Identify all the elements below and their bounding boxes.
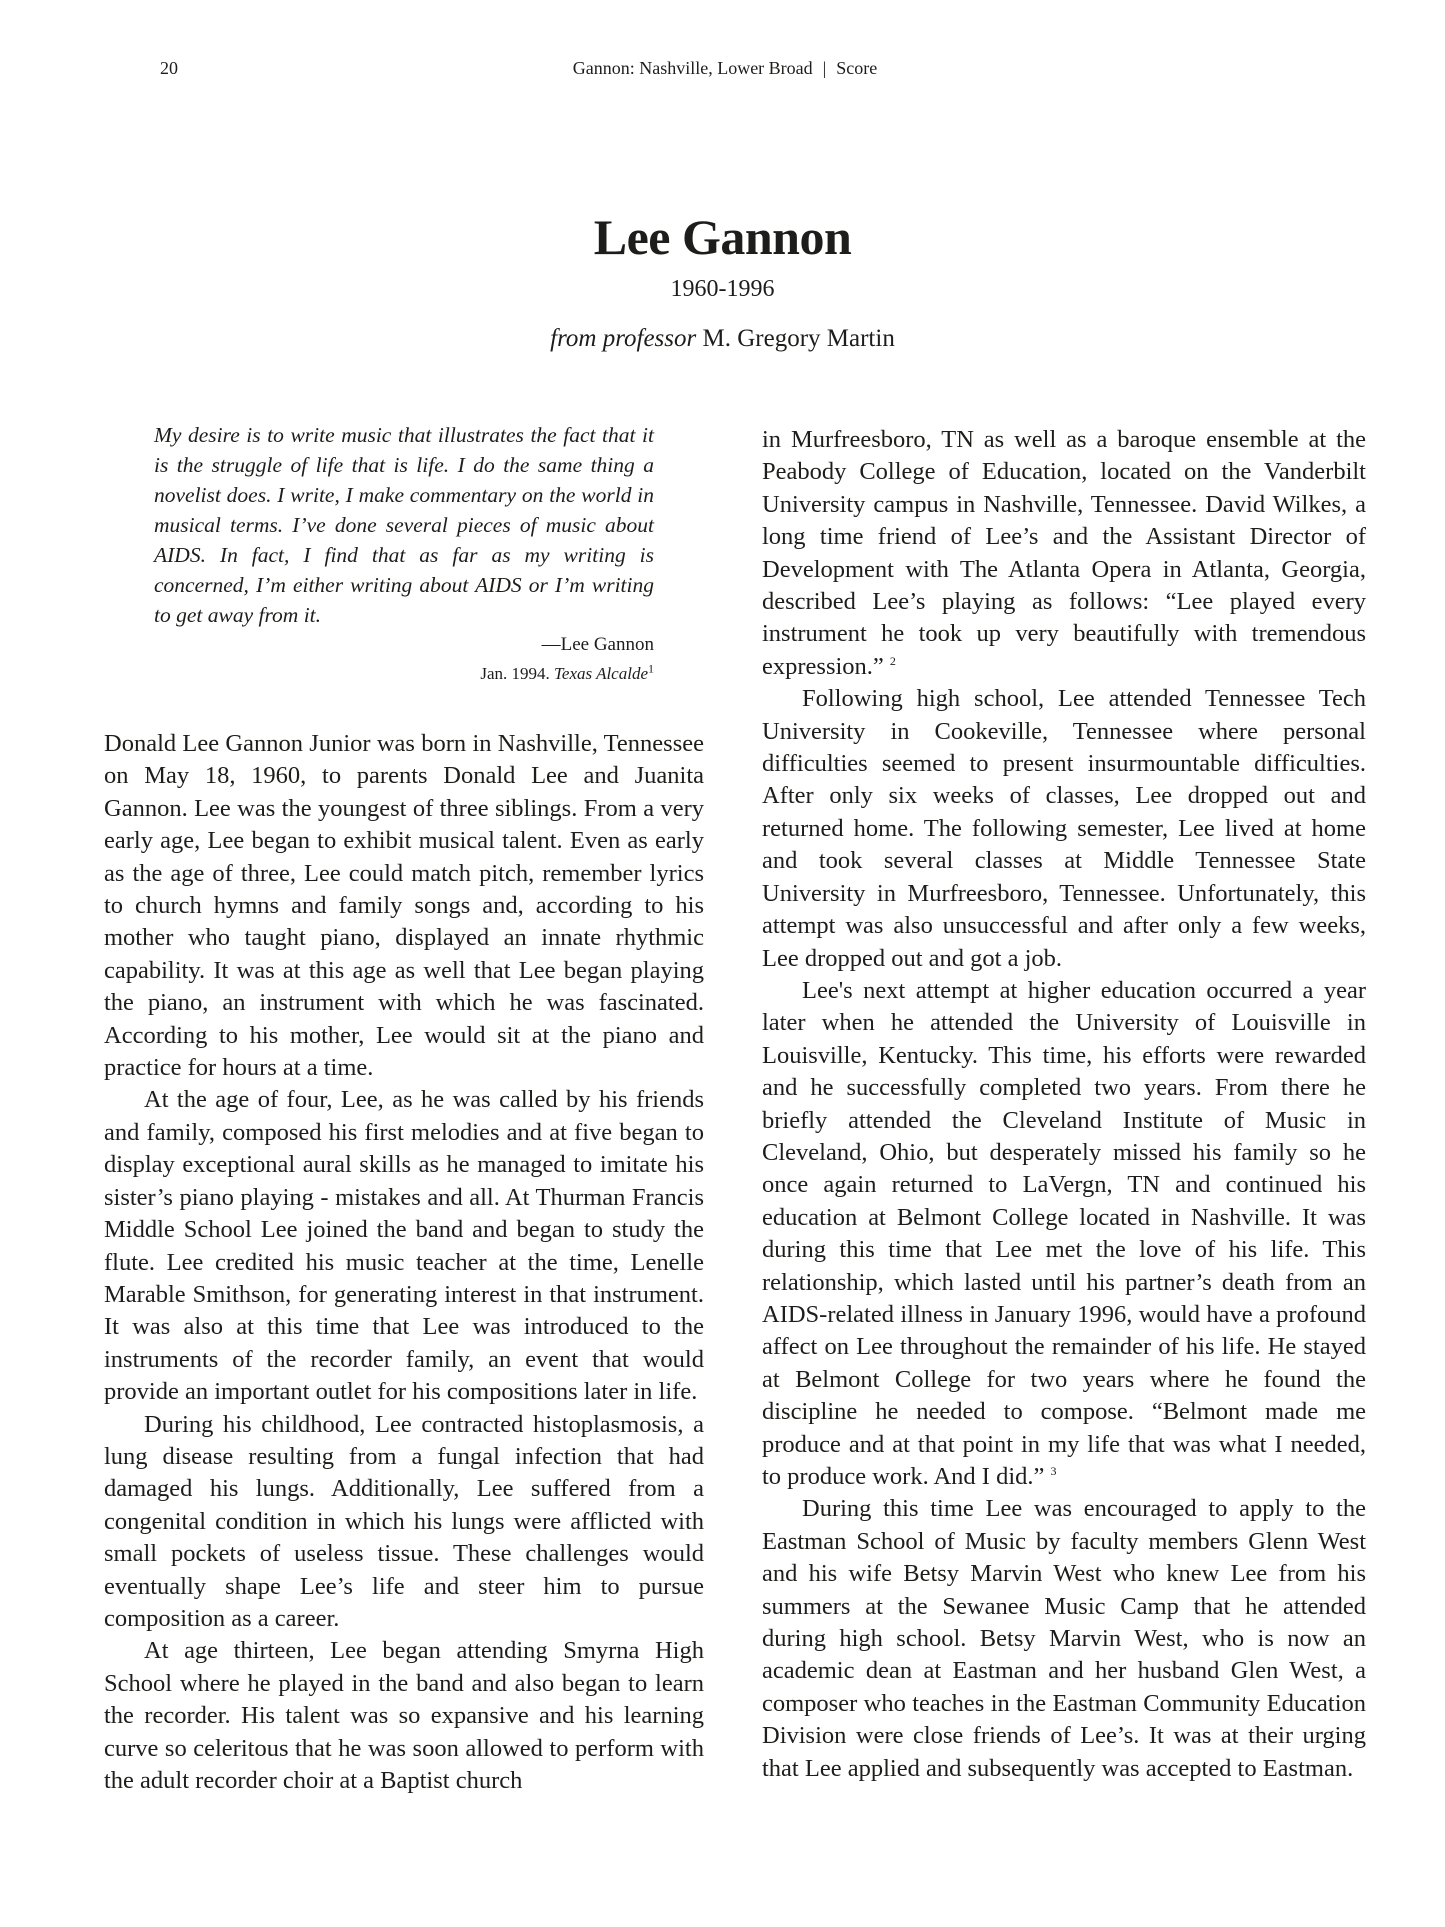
article-title: Lee Gannon (593, 209, 852, 265)
attribution-author: M. Gregory Martin (702, 325, 895, 352)
footnote-ref-1: 1 (648, 661, 654, 676)
paragraph-tennessee-tech: Following high school, Lee attended Tennessee Tech University in Cookeville, Tennessee where personal difficulties seemed to present insurmountable difficulties. After only six weeks of classes, Lee dropped out and returned home. The following semester, Lee lived at home and took several classes at Middle Tennessee State University in Murfreesboro, Tennessee. Unfortunately, this attempt was also unsuccessful and after only a few weeks, Lee dropped out and got a job. (762, 685, 1366, 972)
paragraph-louisville (762, 975, 1366, 1494)
running-title: Gannon: Nashville, Lower Broad (572, 58, 813, 78)
header-separator: | (822, 58, 827, 78)
left-column (104, 420, 704, 1797)
epigraph-date: Jan. 1994. (480, 664, 550, 683)
footnote-ref-3: 3 (1050, 1463, 1057, 1478)
paragraph-childhood: During his childhood, Lee contracted histoplasmosis, a lung disease resulting from a fungal infection that had damaged his lungs. Additionally, Lee suffered from a congenital condition in which his lungs were afflicted with small pockets of useless tissue. These challenges would eventually shape Lee’s life and steer him to pursue composition as a career. (104, 1410, 704, 1632)
paragraph-age-four: At the age of four, Lee, as he was called by his friends and family, composed his first melodies and at five began to display exceptional aural skills as he managed to imitate his sister’s piano playing - mistakes and all. At Thurman Francis Middle School Lee joined the band and began to study the flute. Lee credited his music teacher at the time, Lenelle Marable Smithson, for generating interest in that instrument. It was also at this time that Lee was introduced to the instruments of the recorder family, an event that would provide an important outlet for his compositions later in life. (104, 1086, 704, 1406)
attribution (0, 323, 1445, 355)
paragraph-birth: Donald Lee Gannon Junior was born in Nashville, Tennessee on May 18, 1960, to parents Donald Lee and Juanita Gannon. Lee was the youngest of three siblings. From a very early age, Lee began to exhibit musical talent. Even as early as the age of three, Lee could match pitch, remember lyrics to church hymns and family songs and, according to his mother who taught piano, displayed an innate rhythmic capability. It was at this age as well that Lee began playing the piano, an instrument with which he was fascinated. According to his mother, Lee would sit at the piano and practice for hours at a time. (104, 730, 704, 1082)
header-section: Score (836, 58, 878, 78)
epigraph-signature: —Lee Gannon (541, 634, 654, 655)
paragraph-murfreesboro-text: in Murfreesboro, TN as well as a baroque ensemble at the Peabody College of Education, located on the Vanderbilt University campus in Nashville, Tennessee. David Wilkes, a long time friend of Lee’s and the Assistant Director of Development with The Atlanta Opera in Atlanta, Georgia, described Lee’s playing as follows: “Lee played every instrument he took up very beautifully with tremendous expression.” (762, 426, 1366, 680)
life-dates: 1960-1996 (670, 276, 775, 302)
attribution-from: from professor (550, 325, 697, 352)
page-number: 20 (160, 58, 178, 78)
title-block (0, 205, 1445, 355)
epigraph-source (154, 660, 654, 688)
paragraph-louisville-text: Lee's next attempt at higher education occurred a year later when he attended the University of Louisville in Louisville, Kentucky. This time, his efforts were rewarded and he successfully completed two years. From there he briefly attended the Cleveland Institute of Music in Cleveland, Ohio, but desperately missed his family so he once again returned to LaVergn, TN and continued his education at Belmont College located in Nashville. It was during this time that Lee met the love of his life. This relationship, which lasted until his partner’s death from an AIDS-related illness in January 1996, would have a profound affect on Lee throughout the remainder of his life. He stayed at Belmont College for two years where he found the discipline he needed to compose. “Belmont made me produce and at that point in my life that was what I needed, to produce work. And I did.” (762, 976, 1366, 1490)
header-title (160, 58, 1290, 79)
paragraph-murfreesboro (762, 424, 1366, 683)
paragraph-high-school: At age thirteen, Lee began attending Smyrna High School where he played in the band and also began to learn the recorder. His talent was so expansive and his learning curve so celeritous that he was soon allowed to perform with the adult recorder choir at a Baptist church (104, 1637, 704, 1794)
paragraph-eastman: During this time Lee was encouraged to apply to the Eastman School of Music by faculty members Glenn West and his wife Betsy Marvin West who knew Lee from his summers at the Sewanee Music Camp that he attended during high school. Betsy Marvin West, who is now an academic dean at Eastman and her husband Glen West, a composer who teaches in the Eastman Community Education Division were close friends of Lee’s. It was at their urging that Lee applied and subsequently was accepted to Eastman. (762, 1495, 1366, 1782)
right-column (762, 424, 1366, 1785)
running-header (160, 58, 1290, 88)
footnote-ref-2: 2 (889, 653, 896, 668)
left-body (104, 728, 704, 1797)
epigraph-quote: My desire is to write music that illustrates the fact that it is the struggle of life that is life. I do the same thing a novelist does. I write, I make commentary on the world in musical terms. I’ve done several pieces of music about AIDS. In fact, I find that as far as my writing is concerned, I’m either writing about AIDS or I’m writing to get away from it. (154, 423, 654, 627)
epigraph-journal: Texas Alcalde (554, 664, 648, 683)
